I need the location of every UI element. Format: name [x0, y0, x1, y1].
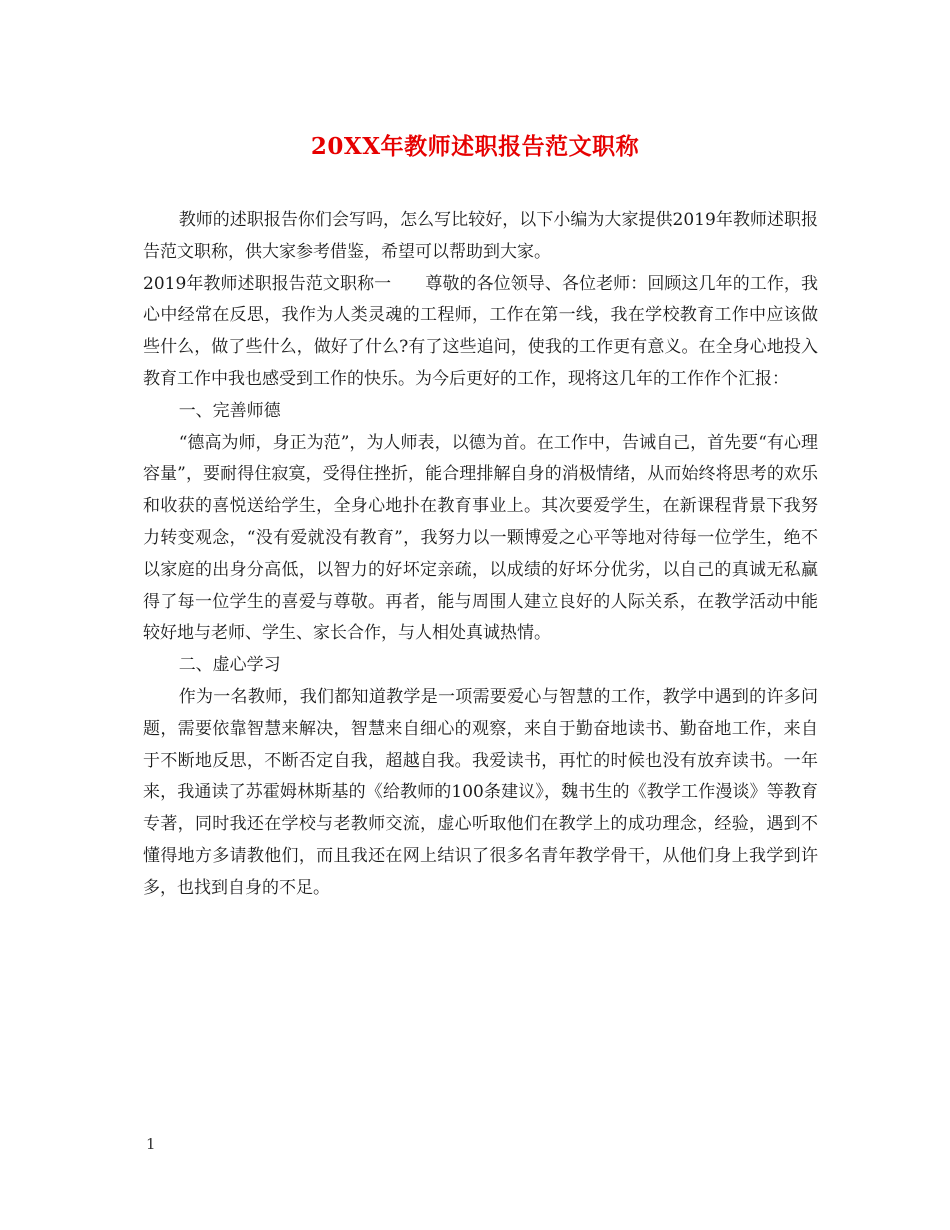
learning-paragraph: 作为一名教师，我们都知道教学是一项需要爱心与智慧的工作，教学中遇到的许多问题，需要依靠智慧来解决，智慧来自细心的观察，来自于勤奋地读书、勤奋地工作，来自于不断地反思，不断否定自我，超越自我。我爱读书，再忙的时候也没有放弃读书。一年来，我通读了苏霍姆林斯基的《给教师的100条建议》，魏书生的《教学工作漫谈》等教育专著，同时我还在学校与老教师交流，虚心听取他们在教学上的成功理念，经验，遇到不懂得地方多请教他们，而且我还在网上结识了很多名青年教学骨干，从他们身上我学到许多，也找到自身的不足。 [143, 686, 818, 898]
section-heading-ethics: 一、完善师德 [178, 400, 281, 421]
section-heading-learning: 二、虚心学习 [178, 655, 281, 676]
document-body [143, 205, 818, 905]
document-title: 20XX年教师述职报告范文职称 [310, 133, 640, 160]
opening-paragraph: 2019年教师述职报告范文职称一 尊敬的各位领导、各位老师：回顾这几年的工作，我心中经常在反思，我作为人类灵魂的工程师，工作在第一线，我在学校教育工作中应该做些什么，做了些什么，做好了什么?有了这些追问，使我的工作更有意义。在全身心地投入教育工作中我也感受到工作的快乐。为今后更好的工作，现将这几年的工作作个汇报： [143, 273, 818, 389]
intro-paragraph: 教师的述职报告你们会写吗，怎么写比较好，以下小编为大家提供2019年教师述职报告范文职称，供大家参考借鉴，希望可以帮助到大家。 [143, 210, 818, 262]
ethics-paragraph: “德高为师，身正为范”，为人师表，以德为首。在工作中，告诫自己，首先要“有心理容量”，要耐得住寂寞，受得住挫折，能合理排解自身的消极情绪，从而始终将思考的欢乐和收获的喜悦送给学生，全身心地扑在教育事业上。其次要爱学生，在新课程背景下我努力转变观念，“没有爱就没有教育”，我努力以一颗博爱之心平等地对待每一位学生，绝不以家庭的出身分高低，以智力的好坏定亲疏，以成绩的好坏分优劣，以自己的真诚无私赢得了每一位学生的喜爱与尊敬。再者，能与周围人建立良好的人际关系，在教学活动中能较好地与老师、学生、家长合作，与人相处真诚热情。 [143, 432, 818, 644]
page-number: 1 [146, 1135, 156, 1153]
